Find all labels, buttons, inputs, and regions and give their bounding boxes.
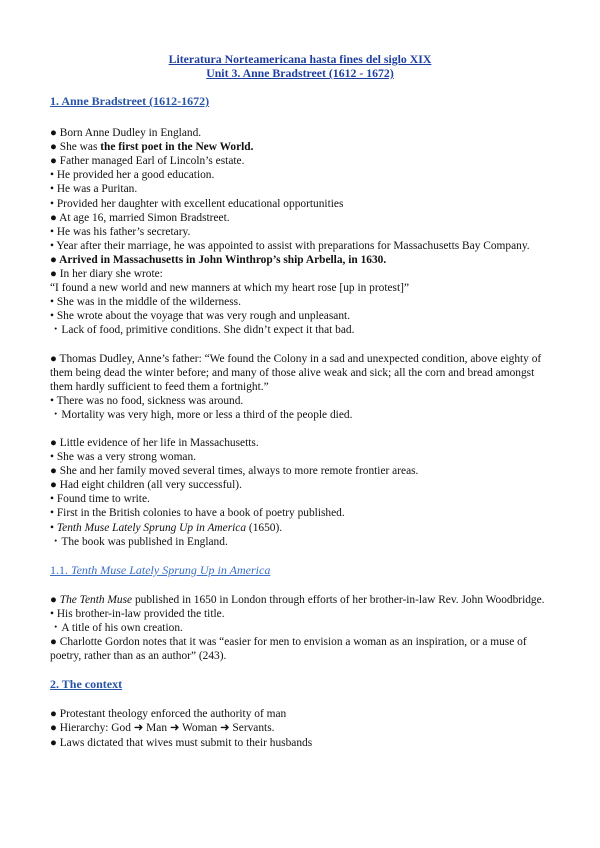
text-line: • He provided her a good education.: [50, 169, 215, 182]
text-run: •: [50, 521, 57, 534]
text-run: ● She was: [50, 141, 101, 154]
text-line: [50, 140, 550, 154]
book-title: The Tenth Muse: [59, 593, 133, 606]
text-line: ● Thomas Dudley, Anne’s father: “We found the Colony in a sad and unexpected condition, above eighty of them being dead the winter before; and many of those alive weak and sick; all the corn and bread amongst them hardly sufficient to feed them a fortnight.”: [50, 352, 542, 393]
text-line: ● Little evidence of her life in Massachusetts.: [50, 436, 259, 449]
text-line: ・The book was published in England.: [50, 535, 228, 548]
text-line: • She was in the middle of the wilderness.: [50, 296, 241, 309]
book-title: Tenth Muse Lately Sprung Up in America: [56, 521, 247, 534]
section-1-1-heading: [50, 563, 550, 577]
text-line: • Provided her daughter with excellent educational opportunities: [50, 197, 344, 210]
text-line: ● Father managed Earl of Lincoln’s estate.: [50, 155, 245, 168]
text-line: • There was no food, sickness was around.: [50, 394, 244, 407]
text-line: ● Had eight children (all very successful).: [50, 479, 242, 492]
text-line: ● Charlotte Gordon notes that it was “easier for men to envision a woman as an inspiration, or a muse of poetry, rather than as an author” (243).: [50, 636, 527, 663]
text-line: • He was his father’s secretary.: [50, 225, 191, 238]
unit-title: Unit 3. Anne Bradstreet (1612 - 1672): [206, 66, 394, 80]
document-header: [50, 52, 550, 80]
text-run: ●: [50, 593, 60, 606]
text-line: ● She and her family moved several times, always to more remote frontier areas.: [50, 465, 419, 478]
heading-title: Tenth Muse Lately Sprung Up in America: [71, 562, 271, 577]
text-line: • She was a very strong woman.: [50, 451, 197, 464]
text-line: • She wrote about the voyage that was very rough and unpleasant.: [50, 310, 351, 323]
text-line: [50, 521, 550, 535]
document-page: [50, 52, 550, 750]
section-1-heading: 1. Anne Bradstreet (1612-1672): [50, 94, 210, 108]
text-line: ・Lack of food, primitive conditions. She didn’t expect it that bad.: [50, 324, 355, 337]
text-line: • Year after their marriage, he was appointed to assist with preparations for Massachusetts Bay Company.: [50, 239, 530, 252]
text-line: ・A title of his own creation.: [50, 622, 183, 634]
quote-line: “I found a new world and new manners at which my heart rose [up in protest]”: [50, 282, 410, 295]
text-line: ● Hierarchy: God ➜ Man ➜ Woman ➜ Servants.: [50, 722, 275, 735]
text-line: ・Mortality was very high, more or less a third of the people died.: [50, 408, 353, 421]
course-title: Literatura Norteamericana hasta fines del siglo XIX: [168, 52, 432, 66]
text-line: ● In her diary she wrote:: [50, 268, 163, 281]
text-line: • His brother-in-law provided the title.: [50, 607, 225, 620]
text-line: ● Protestant theology enforced the authority of man: [50, 708, 287, 721]
section-2-heading: 2. The context: [50, 677, 123, 692]
text-run: published in 1650 in London through efforts of her brother-in-law Rev. John Woodbridge.: [132, 593, 545, 606]
text-line: • First in the British colonies to have a book of poetry published.: [50, 507, 345, 520]
text-line: [50, 593, 550, 607]
text-line: ● Laws dictated that wives must submit to their husbands: [50, 736, 313, 749]
text-line: • He was a Puritan.: [50, 183, 138, 196]
text-line: • Found time to write.: [50, 493, 150, 506]
text-line: ● Arrived in Massachusetts in John Winthrop’s ship Arbella, in 1630.: [50, 253, 387, 266]
text-line: ● Born Anne Dudley in England.: [50, 127, 202, 140]
bold-run: the first poet in the New World.: [100, 141, 254, 154]
heading-number: 1.1.: [50, 562, 71, 577]
text-run: (1650).: [246, 521, 283, 534]
text-line: ● At age 16, married Simon Bradstreet.: [50, 211, 230, 224]
